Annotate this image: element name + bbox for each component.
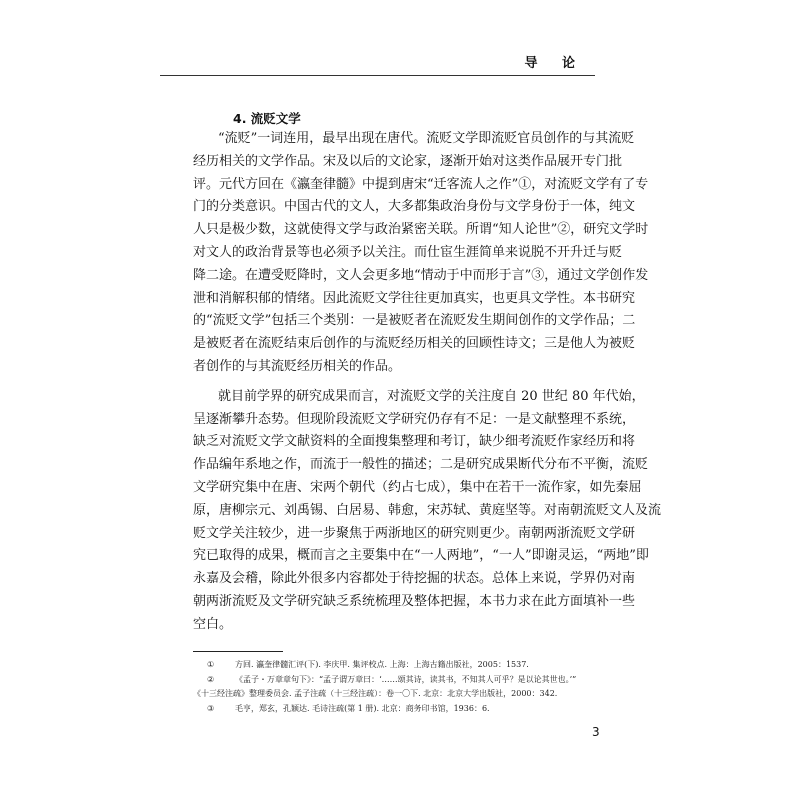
text-line: “流贬”一词连用，最早出现在唐代。流贬文学即流贬官员创作的与其流贬 — [218, 131, 635, 146]
footnote-text: 《孟子・万章章句下》：“孟子谓万章曰：‘……颂其诗，读其书，不知其人可乎？是以论其世也。’” — [235, 674, 577, 684]
text-line: 者创作的与其流贬经历相关的作品。 — [193, 358, 402, 374]
text-line: 缺乏对流贬文学文献资料的全面搜集整理和考订，缺少细考流贬作家经历和将 — [193, 434, 636, 450]
text-line: 经历相关的文学作品。宋及以后的文论家，逐渐开始对这类作品展开专门批 — [193, 153, 623, 169]
text-line: 降二途。在遭受贬降时，文人会更多地“情动于中而形于言”③，通过文学创作发 — [193, 267, 649, 283]
text-line: 空白。 — [193, 616, 233, 632]
footnote-text: 《十三经注疏》整理委员会. 孟子注疏（十三经注疏）：卷一〇下. 北京：北京大学出版社，2000：342. — [193, 689, 558, 699]
footnote-text: 毛亨，郑玄，孔颖达. 毛诗注疏(第 1 册). 北京：商务印书馆，1936：6. — [235, 703, 490, 713]
page-number: 3 — [592, 725, 600, 739]
footnote — [193, 673, 603, 688]
paragraph-1 — [193, 128, 649, 379]
text-line: 呈逐渐攀升态势。但现阶段流贬文学研究仍存有不足：一是文献整理不系统， — [193, 411, 636, 427]
text-line: 对文人的政治背景等也必须予以关注。而仕宦生涯简单来说脱不开升迁与贬 — [193, 244, 623, 260]
text-line: 是被贬者在流贬结束后创作的与流贬经历相关的回顾性诗文；三是他人为被贬 — [193, 336, 636, 352]
text-line: 门的分类意识。中国古代的文人，大多都集政治身份与文学身份于一体，纯文 — [193, 199, 636, 215]
text-line: 究已取得的成果，概而言之主要集中在“一人两地”，“一人”即谢灵运，“两地”即 — [193, 548, 649, 564]
footnote-text: 方回. 瀛奎律髓汇评(下). 李庆甲. 集评校点. 上海：上海古籍出版社，2005：1537. — [235, 660, 529, 669]
text-line: 文学研究集中在唐、宋两个朝代（约占七成），集中在若干一流作家，如先秦屈 — [193, 479, 642, 495]
text-line: 作品编年系地之作，而流于一般性的描述；二是研究成果断代分布不平衡，流贬 — [193, 457, 649, 473]
text-line: 人只是极少数，这就使得文学与政治紧密关联。所谓“知人论世”②，研究文学时 — [193, 222, 649, 238]
text-line: 评。元代方回在《瀛奎律髓》中提到唐宋“迁客流人之作”①，对流贬文学有了专 — [193, 176, 649, 192]
footnote — [193, 658, 603, 673]
text-line: 泄和消解积郁的情绪。因此流贬文学往往更加真实，也更具文学性。本书研究 — [193, 290, 636, 306]
running-header — [160, 48, 595, 76]
text-line: 的“流贬文学”包括三个类别：一是被贬者在流贬发生期间创作的文学作品；二 — [193, 313, 636, 329]
section-title: 4. 流贬文学 — [233, 111, 301, 126]
text-line: 永嘉及会稽，除此外很多内容都处于待挖掘的状态。总体上来说，学界仍对南 — [193, 571, 636, 587]
text-line: 就目前学界的研究成果而言，对流贬文学的关注度自 20 世纪 80 年代始， — [218, 388, 645, 404]
text-line: 贬文学关注较少，进一步聚焦于两浙地区的研究则更少。南朝两浙流贬文学研 — [193, 525, 636, 541]
footnotes — [193, 658, 603, 716]
text-line: 原，唐柳宗元、刘禹锡、白居易、韩愈，宋苏轼、黄庭坚等。对南朝流贬文人及流 — [193, 502, 662, 518]
header-rule — [160, 75, 595, 76]
text-line: 朝两浙流贬及文学研究缺乏系统梳理及整体把握，本书力求在此方面填补一些 — [193, 593, 636, 609]
running-title: 导 论 — [524, 56, 585, 71]
footnote — [193, 702, 603, 717]
footnote-mark: ③ — [207, 703, 215, 713]
body-text — [193, 128, 662, 637]
footnote-rule — [193, 651, 283, 652]
paragraph-2 — [193, 386, 662, 637]
footnote-mark: ① — [207, 660, 215, 669]
paragraph-gap — [193, 379, 611, 386]
footnote-continuation — [193, 687, 603, 702]
footnote-mark: ② — [207, 674, 215, 684]
